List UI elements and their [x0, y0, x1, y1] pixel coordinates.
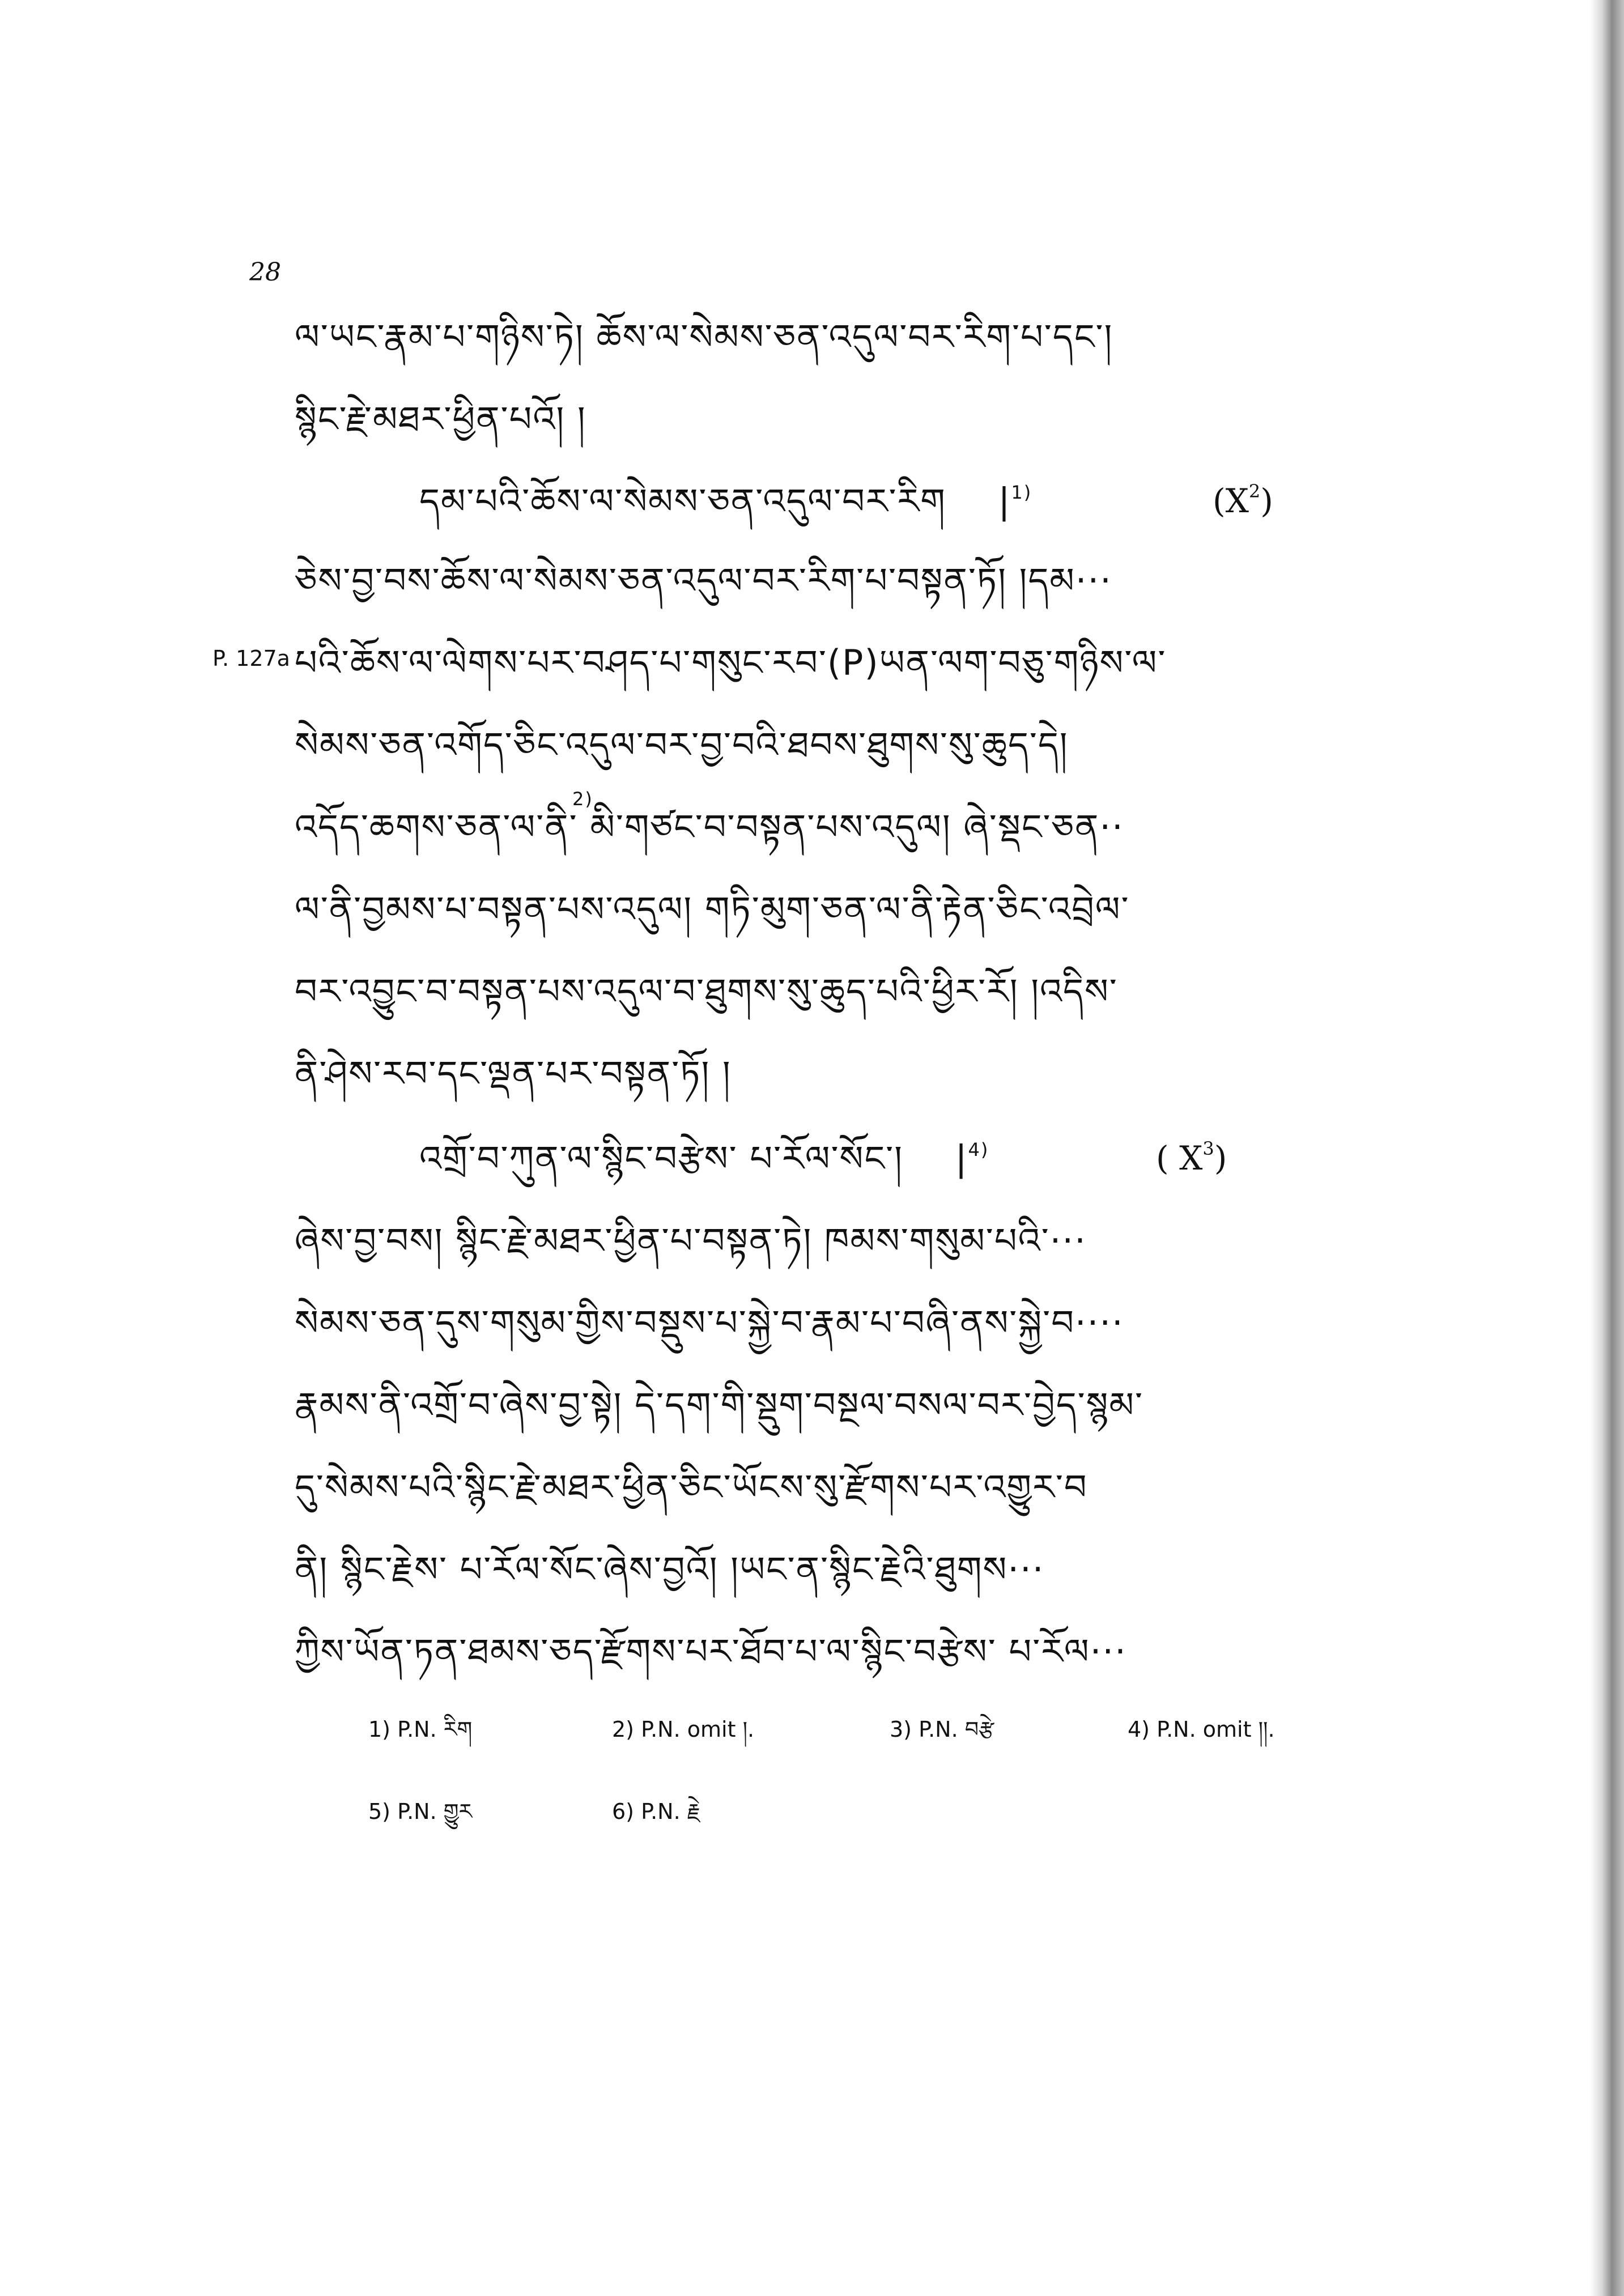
footnote-item: 4) P.N. omit །།. [1128, 1717, 1275, 1742]
footnote-item: 5) P.N. གྱུར [368, 1799, 473, 1824]
heading-text: འགྲོ་བ་ཀུན་ལ་སྙིང་བརྩེས་ པ་རོལ་སོང་། [419, 1138, 903, 1179]
section-heading-line [419, 1136, 989, 1181]
page-number: 28 [249, 258, 281, 287]
footnote-item: 6) P.N. རྗེ [612, 1799, 700, 1824]
text-line: སེམས་ཅན་འགོད་ཅིང་འདུལ་བར་བྱ་བའི་ཐབས་ཐུགས་སུ་ཆུད་དེ། [295, 724, 1069, 766]
text-line: རྣམས་ནི་འགྲོ་བ་ཞེས་བྱ་སྟེ། དེ་དག་གི་སྡུག་བསྔལ་བསལ་བར་བྱེད་སྙམ་ [295, 1384, 1143, 1426]
footnote-item: 2) P.N. omit །. [612, 1717, 755, 1742]
scan-edge-shadow [1590, 0, 1624, 2296]
margin-folio-reference: P. 127a [212, 646, 290, 671]
text-line: དུ་སེམས་པའི་སྙིང་རྗེ་མཐར་ཕྱིན་ཅིང་ཡོངས་སུ་རྫོགས་པར་འགྱུར་བ [295, 1466, 1088, 1508]
text-line: ཅེས་བྱ་བས་ཆོས་ལ་སེམས་ཅན་འདུལ་བར་རིག་པ་བསྟན་ཏོ། །དམ··· [295, 560, 1112, 601]
text-line: བར་འབྱུང་བ་བསྟན་པས་འདུལ་བ་ཐུགས་སུ་ཆུད་པའི་ཕྱིར་རོ། །འདིས་ [295, 971, 1118, 1012]
heading-shad: | [998, 481, 1011, 522]
text-line: ཞེས་བྱ་བས། སྙིང་རྗེ་མཐར་ཕྱིན་པ་བསྟན་ཏེ། ཁམས་གསུམ་པའི་··· [295, 1220, 1087, 1261]
text-line: ནི་ཤེས་རབ་དང་ལྡན་པར་བསྟན་ཏོ། ། [295, 1053, 732, 1094]
text-line: ནི། སྙིང་རྗེས་ པ་རོལ་སོང་ཞེས་བྱའོ། །ཡང་ན་སྙིང་རྗེའི་ཐུགས··· [295, 1549, 1045, 1590]
text-line: ཀྱིས་ཡོན་ཏན་ཐམས་ཅད་རྫོགས་པར་ཐོབ་པ་ལ་སྙིང་བརྩེས་ པ་རོལ··· [295, 1631, 1127, 1672]
text-line: འདོད་ཆགས་ཅན་ལ་ནི་ མི་གཙང་བ་བསྟན་པས་འདུལ། ཞེ་སྡང་ཅན·· 2) [295, 788, 1124, 848]
text-line: སེམས་ཅན་དུས་གསུམ་གྱིས་བསྡུས་པ་སྐྱེ་བ་རྣམ་པ་བཞི་ནས་སྐྱེ་བ···· [295, 1302, 1124, 1343]
footnote-item: 1) P.N. རིག [368, 1717, 473, 1742]
text-line: སྙིང་རྗེ་མཐར་ཕྱིན་པའོ། ། [295, 398, 586, 440]
section-mark-x2: $(X^2)$ [1213, 481, 1273, 520]
footnote-ref: 1) [1011, 482, 1032, 503]
footnote-ref: 4) [968, 1139, 989, 1160]
section-heading-line [419, 479, 1032, 524]
heading-text: དམ་པའི་ཆོས་ལ་སེམས་ཅན་འདུལ་བར་རིག [419, 481, 946, 522]
text-line: ལ་ཡང་རྣམ་པ་གཉིས་ཏེ། ཆོས་ལ་སེམས་ཅན་འདུལ་བར་རིག་པ་དང་། [295, 316, 1113, 358]
text-line: པའི་ཆོས་ལ་ལེགས་པར་བཤད་པ་གསུང་རབ་(P)ཡན་ལག་བཅུ་གཉིས་ལ་ [295, 642, 1167, 683]
section-mark-x3: ( $X^3$) [1156, 1138, 1227, 1177]
heading-shad: | [955, 1138, 968, 1179]
footnote-item: 3) P.N. བརྩེ [890, 1717, 994, 1742]
text-line: ལ་ནི་བྱམས་པ་བསྟན་པས་འདུལ། གཏི་མུག་ཅན་ལ་ནི་རྟེན་ཅིང་འབྲེལ་ [295, 888, 1130, 930]
